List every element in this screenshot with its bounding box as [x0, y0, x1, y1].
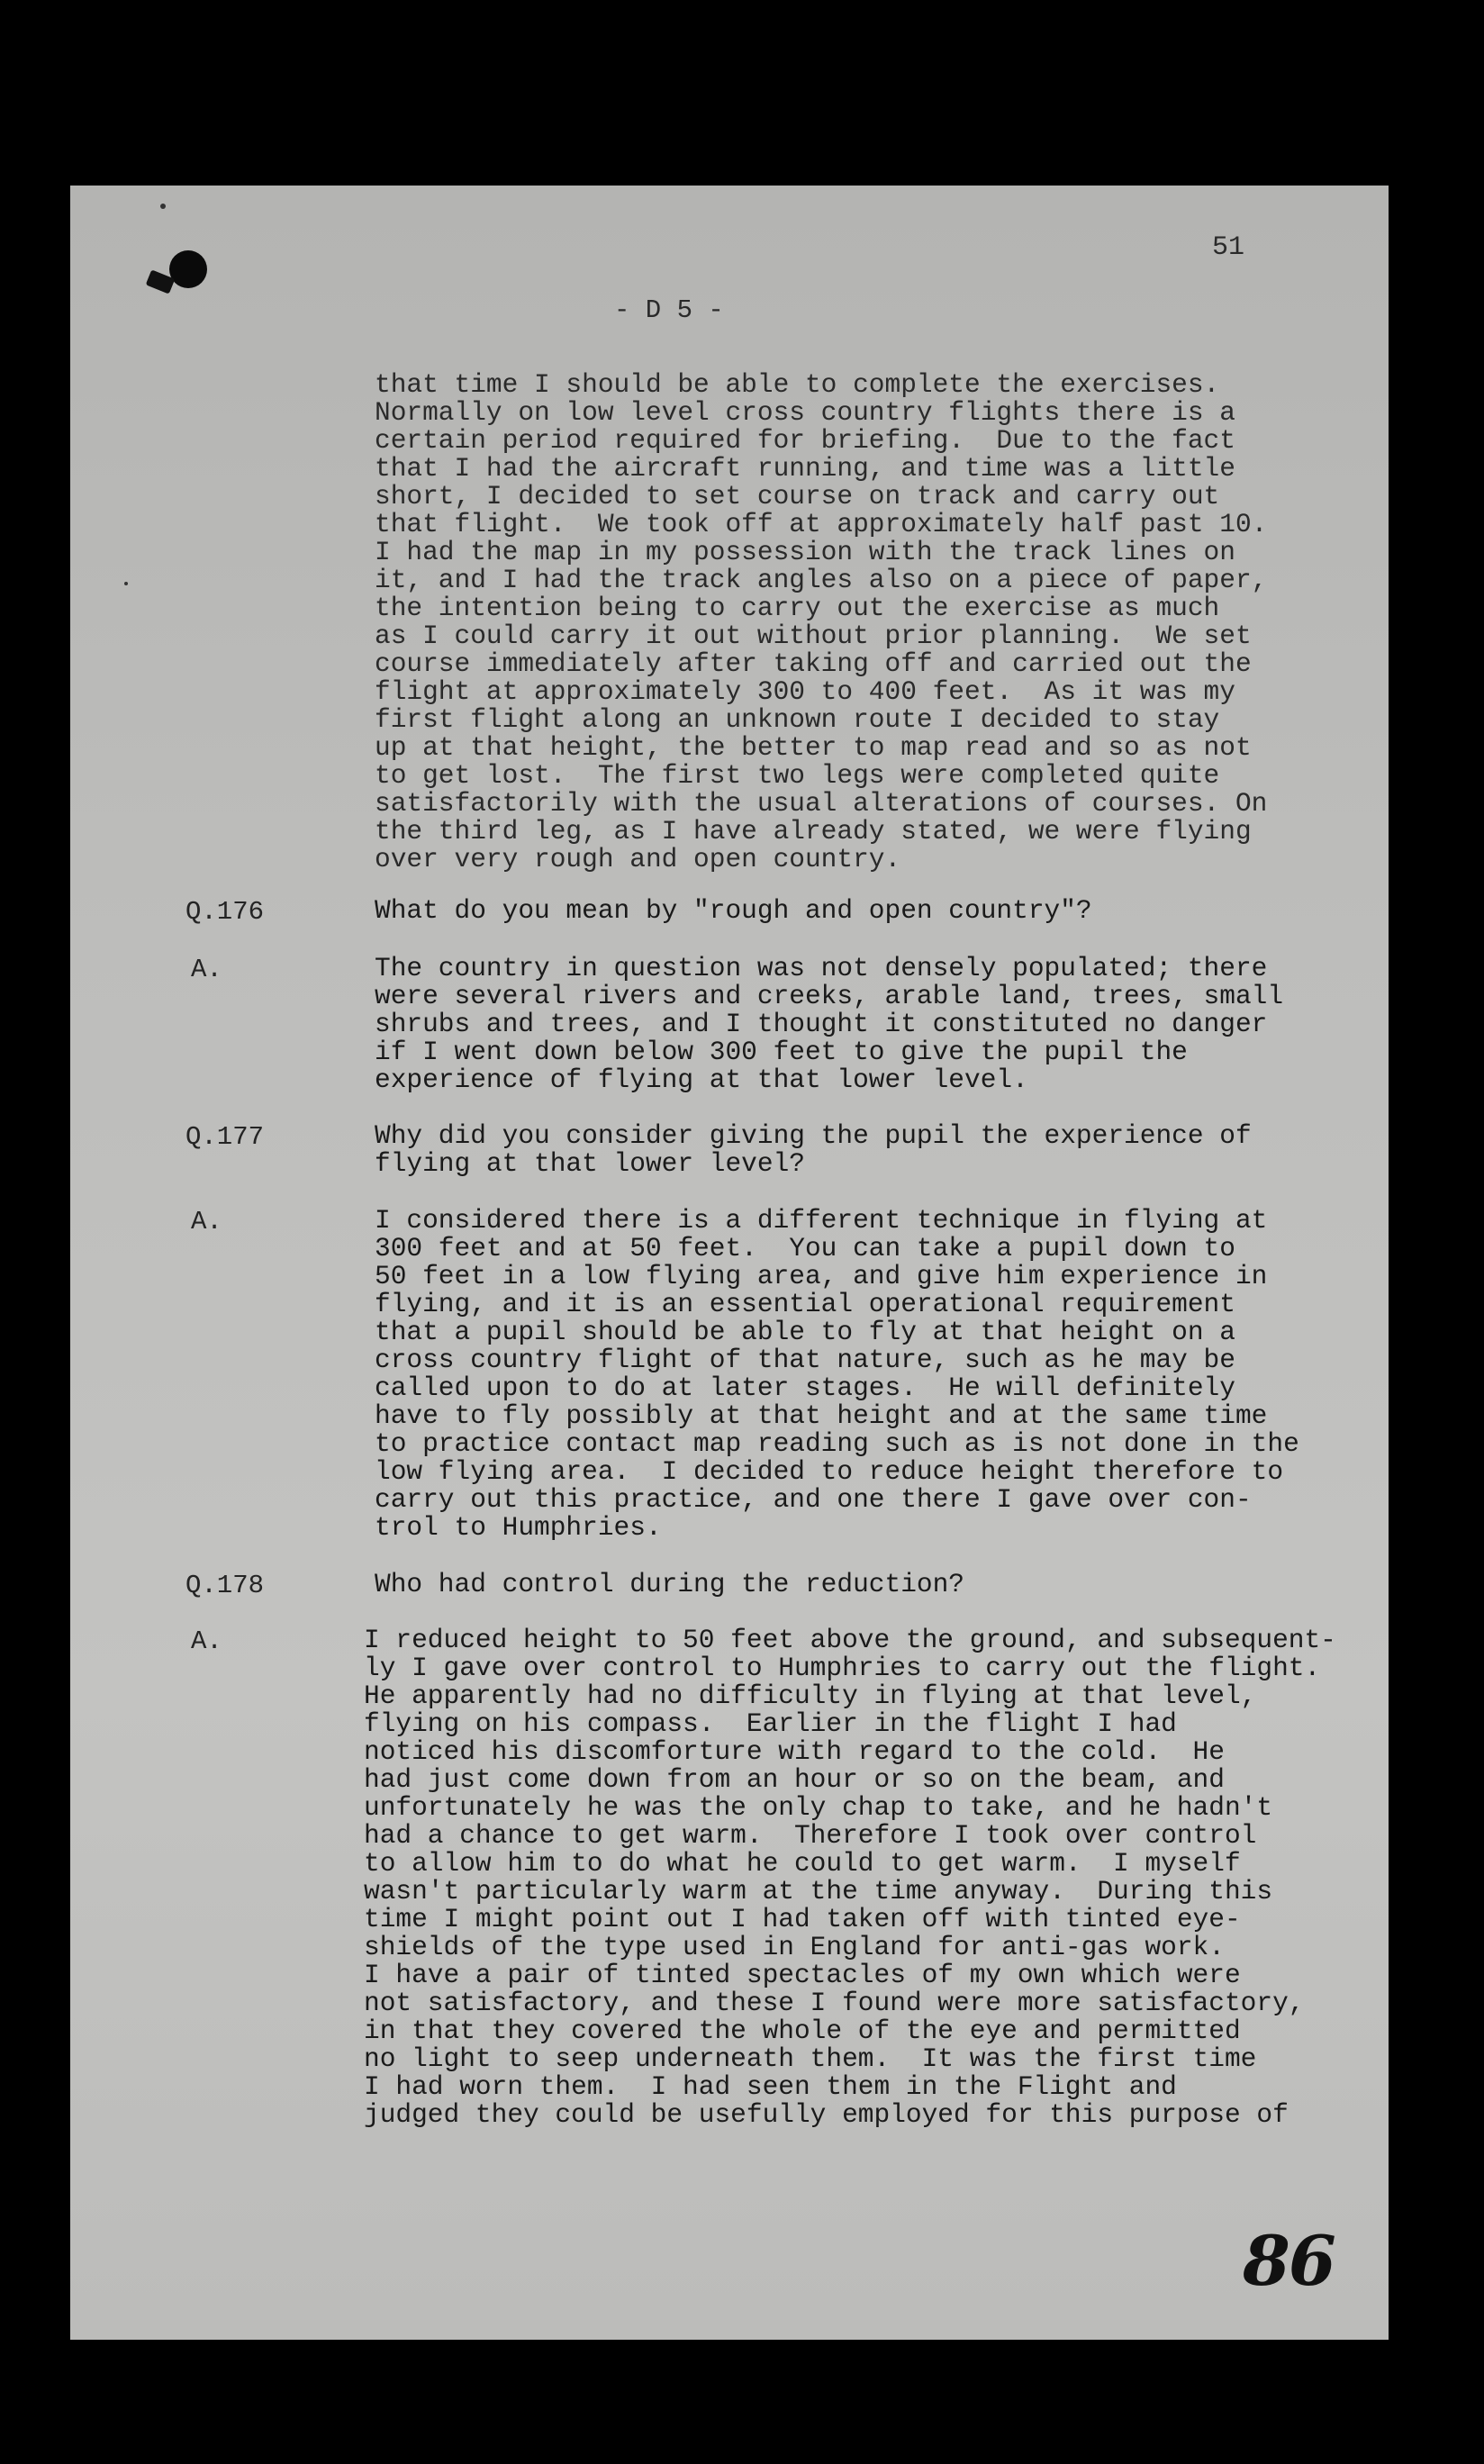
answer-text: that time I should be able to complete the exercises. Normally on low level cross country flights there is a certain period required for briefing. Due to the fact that I had the aircraft running, and time was a little short, I decided to set course on track and carry out that flight. We took off at approximately half past 10. I had the map in my possession with the track lines on it, and I had the track angles also on a piece of paper, the intention being to carry out the exercise as much as I could carry it out without prior planning. We set course immediately after taking off and carried out the flight at approximately 300 to 400 feet. As it was my first flight along an unknown route I decided to stay up at that height, the better to map read and so as not to get lost. The first two legs were completed quite satisfactorily with the usual alterations of courses. On the third leg, as I have already stated, we were flying over very rough and open country. — [375, 369, 1268, 874]
handwritten-archive-number: 86 — [1243, 2221, 1335, 2301]
answer-text: The country in question was not densely populated; there were several rivers and creeks, arable land, trees, small shrubs and trees, and I thought it constituted no danger if I went down below 300 feet to give the pupil the experience of flying at that lower level. — [375, 953, 1284, 1095]
question-tag: Q.178 — [186, 1571, 265, 1600]
answer-text: I considered there is a different technique in flying at 300 feet and at 50 feet. You can take a pupil down to 50 feet in a low flying area, and give him experience in flying, and it is an essential operational requirement that a pupil should be able to fly at that height on a cross country flight of that nature, such as he may be called upon to do at later stages. He will definitely have to fly possibly at that height and at the same time to practice contact map reading such as is not done in the low flying area. I decided to reduce height therefore to carry out this practice, and one there I gave over con- trol to Humphries. — [375, 1205, 1299, 1543]
answer-text: I reduced height to 50 feet above the ground, and subsequent- ly I gave over control to Humphries to carry out the flight. He apparently had no difficulty in flying at that level, flying on his compass. Earlier in the flight I had noticed his discomforture with regard to the cold. He had just come down from an hour or so on the beam, and unfortunately he was the only chap to take, and he hadn't had a chance to get warm. Therefore I took over control to allow him to do what he could to get warm. I myself wasn't particularly warm at the time anyway. During this time I might point out I had taken off with tinted eye- shields of the type used in England for anti-gas work. I have a pair of tinted spectacles of my own which were not satisfactory, and these I found were more satisfactory, in that they covered the whole of the eye and permitted no light to seep underneath them. It was the first time I had worn them. I had seen them in the Flight and judged they could be usefully employed for this purpose of — [364, 1625, 1336, 2130]
document-page — [70, 186, 1389, 2340]
page-number: 51 — [1212, 232, 1245, 263]
speck — [160, 204, 166, 209]
question-tag: Q.176 — [186, 897, 265, 927]
question-text: Who had control during the reduction? — [375, 1569, 965, 1599]
answer-tag: A. — [191, 955, 222, 984]
punch-hole — [169, 250, 207, 288]
section-heading: - D 5 - — [614, 295, 724, 325]
question-text: What do you mean by "rough and open country"? — [375, 895, 1092, 926]
speck — [124, 582, 128, 585]
answer-tag: A. — [191, 1626, 222, 1656]
question-tag: Q.177 — [186, 1122, 265, 1152]
question-text: Why did you consider giving the pupil the experience of flying at that lower level? — [375, 1120, 1252, 1179]
answer-tag: A. — [191, 1207, 222, 1237]
